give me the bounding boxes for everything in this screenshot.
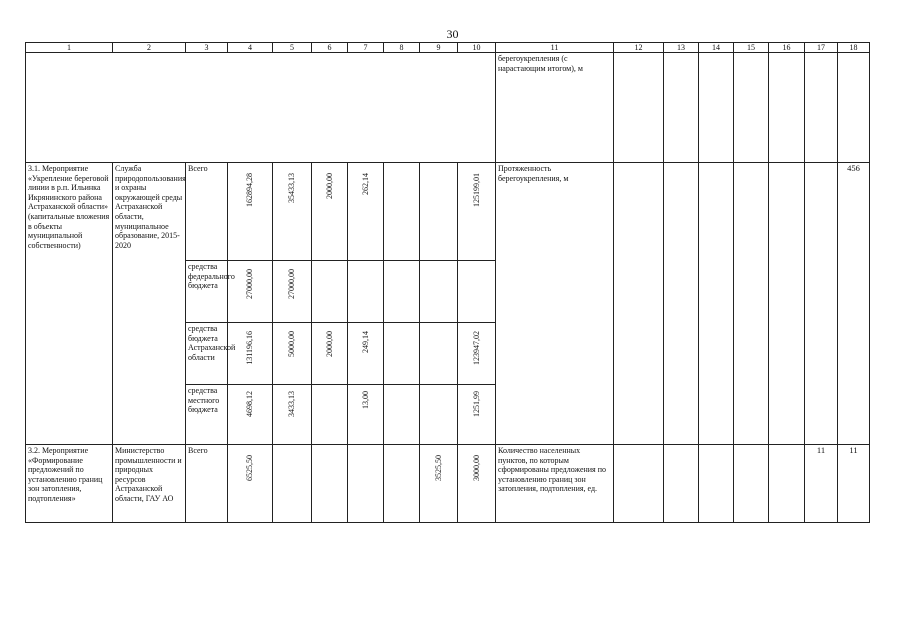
target-value: 456 [838,163,870,445]
value-cell: 131196,16 [245,331,254,365]
value-cell: 262,14 [360,173,370,195]
value-cell: 3433,13 [287,391,296,417]
continuation-row [26,53,870,163]
funding-source: средства бюджета Астраханской области [186,323,228,385]
value-cell: 11 [838,445,870,523]
header-row [26,43,870,53]
funding-source: средства федерального бюджета [186,261,228,323]
value-cell: 2000,00 [324,173,334,199]
value-cell: 3000,00 [471,455,481,481]
program-table [25,42,870,523]
col-header: 16 [769,43,805,53]
col-header: 18 [838,43,870,53]
table-row [26,163,870,261]
funding-source: Всего [186,445,228,523]
col-header: 15 [734,43,769,53]
empty-merged-cell [26,53,496,163]
col-header: 5 [273,43,312,53]
col-header: 13 [664,43,699,53]
indicator-cell: Количество населенных пунктов, по которым сформированы предложения по установлению границ зон затопления, подтопления, ед. [496,445,614,523]
value-cell: 5000,00 [287,331,296,357]
col-header: 7 [348,43,384,53]
col-header: 14 [699,43,734,53]
measure-name: 3.2. Мероприятие «Формирование предложений по установлению границ зон затопления, подтопления» [26,445,113,523]
col-header: 12 [614,43,664,53]
value-cell: 2000,00 [324,331,334,357]
col-header: 17 [805,43,838,53]
col-header: 1 [26,43,113,53]
col-header: 2 [113,43,186,53]
page-number: 30 [446,27,459,41]
col-header: 11 [496,43,614,53]
value-cell: 4698,12 [245,391,254,417]
value-cell: 27000,00 [287,269,296,299]
funding-source: Всего [186,163,228,261]
value-cell: 11 [805,445,838,523]
value-cell: 3525,50 [433,455,443,481]
indicator-cell: берегоукрепления (с нарастающим итогом), м [496,53,614,163]
col-header: 10 [458,43,496,53]
value-cell: 125199,01 [471,173,481,207]
table-row [26,445,870,523]
col-header: 4 [228,43,273,53]
col-header: 6 [312,43,348,53]
col-header: 3 [186,43,228,53]
value-cell: 1251,99 [471,391,481,417]
col-header: 9 [420,43,458,53]
col-header: 8 [384,43,420,53]
funding-source: средства местного бюджета [186,385,228,445]
value-cell: 249,14 [360,331,370,353]
value-cell: 27000,00 [245,269,254,299]
value-cell: 162894,28 [245,173,254,207]
value-cell: 35433,13 [287,173,296,203]
value-cell: 6525,50 [245,455,254,481]
indicator-cell: Протяженность берегоукрепления, м [496,163,614,445]
value-cell: 123947,02 [471,331,481,365]
executor-cell: Служба природопользования и охраны окружающей среды Астраханской области, муниципальное образование, 2015-2020 [113,163,186,445]
measure-name: 3.1. Мероприятие «Укрепление береговой линии в р.п. Ильинка Икрянинского района Астраханской области» (капитальные вложения в объекты муниципальной собственности) [26,163,113,445]
executor-cell: Министерство промышленности и природных ресурсов Астраханской области, ГАУ АО [113,445,186,523]
value-cell: 13,00 [360,391,370,409]
